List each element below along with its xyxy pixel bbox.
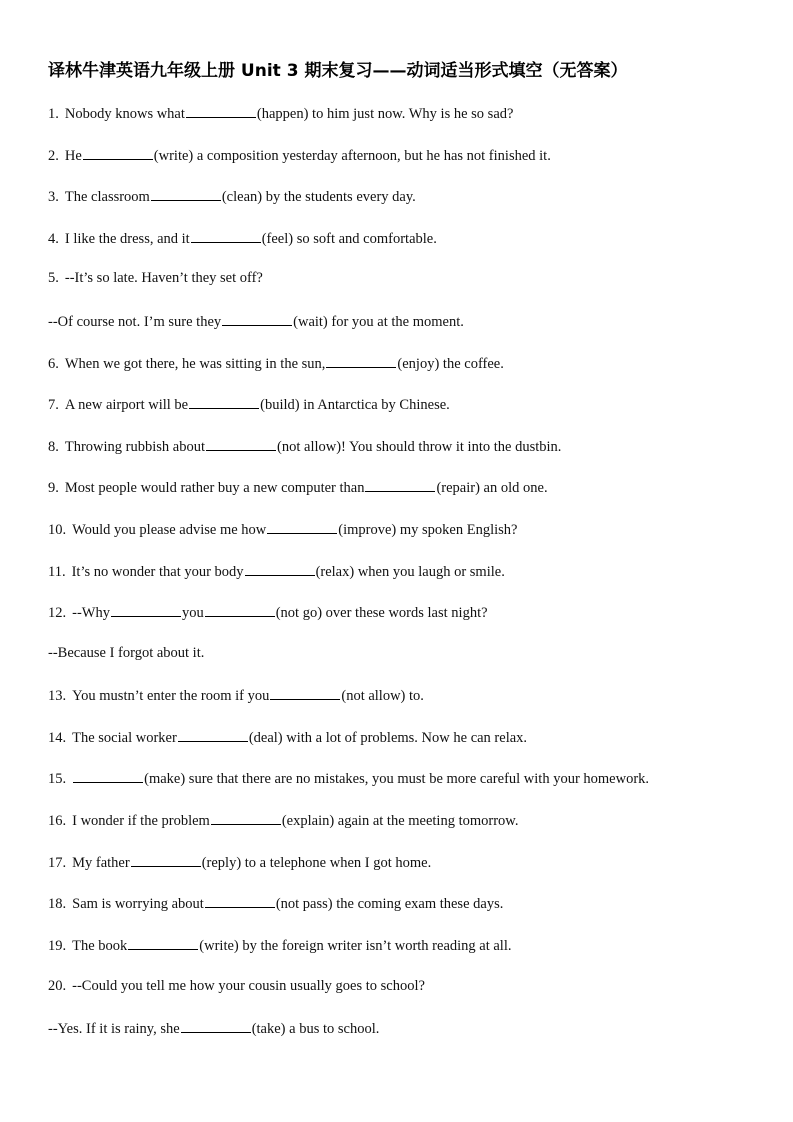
question-17: 17. My father (reply) to a telephone when I got home.	[48, 852, 431, 872]
question-8: 8. Throwing rubbish about (not allow)! You should throw it into the dustbin.	[48, 436, 561, 456]
question-16: 16. I wonder if the problem (explain) again at the meeting tomorrow.	[48, 810, 518, 830]
answer-blank[interactable]	[151, 186, 221, 201]
answer-blank[interactable]	[111, 602, 181, 617]
question-14: 14. The social worker (deal) with a lot of problems. Now he can relax.	[48, 727, 527, 747]
worksheet-title: 译林牛津英语九年级上册 Unit 3 期末复习——动词适当形式填空（无答案）	[48, 61, 628, 81]
question-5: 5. --It’s so late. Haven’t they set off?	[48, 270, 263, 286]
answer-blank[interactable]	[365, 477, 435, 492]
question-1: 1. Nobody knows what (happen) to him just now. Why is he so sad?	[48, 103, 513, 123]
question-4: 4. I like the dress, and it (feel) so soft and comfortable.	[48, 228, 437, 248]
question-12: 12. --Why you (not go) over these words last night?	[48, 602, 488, 622]
answer-blank[interactable]	[83, 145, 153, 160]
question-11: 11. It’s no wonder that your body (relax) when you laugh or smile.	[48, 561, 505, 581]
answer-blank[interactable]	[222, 311, 292, 326]
question-9: 9. Most people would rather buy a new computer than (repair) an old one.	[48, 477, 548, 497]
question-13: 13. You mustn’t enter the room if you (not allow) to.	[48, 685, 424, 705]
answer-blank[interactable]	[267, 519, 337, 534]
question-5-reply: --Of course not. I’m sure they (wait) for you at the moment.	[48, 311, 464, 331]
question-19: 19. The book (write) by the foreign writer isn’t worth reading at all.	[48, 935, 512, 955]
answer-blank[interactable]	[205, 602, 275, 617]
answer-blank[interactable]	[189, 394, 259, 409]
answer-blank[interactable]	[178, 727, 248, 742]
answer-blank[interactable]	[211, 810, 281, 825]
question-2: 2. He (write) a composition yesterday afternoon, but he has not finished it.	[48, 145, 551, 165]
answer-blank[interactable]	[245, 561, 315, 576]
question-20-reply: --Yes. If it is rainy, she (take) a bus to school.	[48, 1018, 379, 1038]
question-10: 10. Would you please advise me how (improve) my spoken English?	[48, 519, 517, 539]
answer-blank[interactable]	[191, 228, 261, 243]
question-20: 20. --Could you tell me how your cousin usually goes to school?	[48, 978, 425, 994]
answer-blank[interactable]	[270, 685, 340, 700]
question-15: 15. (make) sure that there are no mistakes, you must be more careful with your homework.	[48, 768, 649, 788]
question-12-reply: --Because I forgot about it.	[48, 645, 205, 661]
question-3: 3. The classroom (clean) by the students every day.	[48, 186, 416, 206]
answer-blank[interactable]	[131, 852, 201, 867]
question-18: 18. Sam is worrying about (not pass) the coming exam these days.	[48, 893, 503, 913]
question-6: 6. When we got there, he was sitting in the sun, (enjoy) the coffee.	[48, 353, 504, 373]
question-7: 7. A new airport will be (build) in Antarctica by Chinese.	[48, 394, 450, 414]
answer-blank[interactable]	[186, 103, 256, 118]
answer-blank[interactable]	[181, 1018, 251, 1033]
answer-blank[interactable]	[326, 353, 396, 368]
answer-blank[interactable]	[205, 893, 275, 908]
answer-blank[interactable]	[73, 768, 143, 783]
answer-blank[interactable]	[128, 935, 198, 950]
answer-blank[interactable]	[206, 436, 276, 451]
